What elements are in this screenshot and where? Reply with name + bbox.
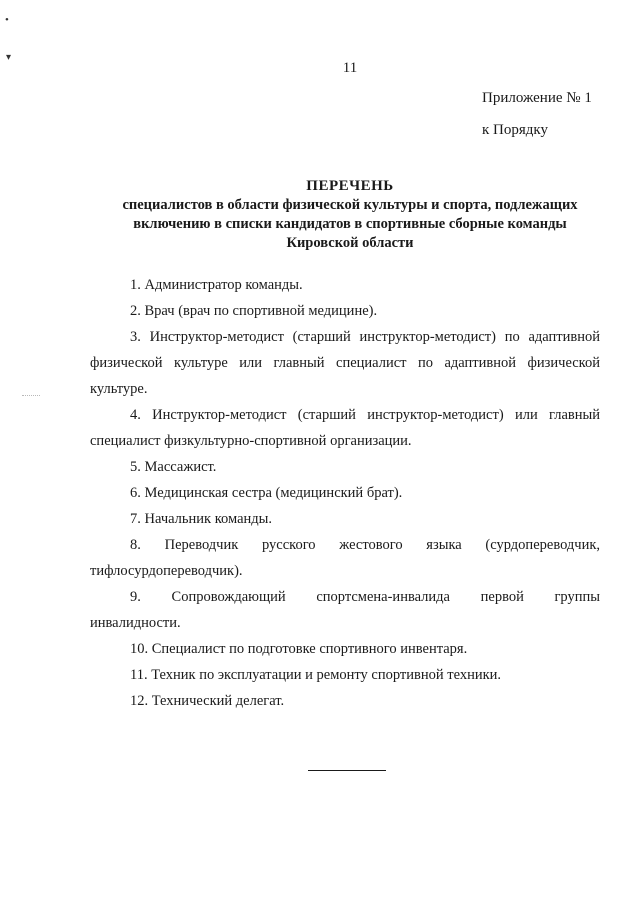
- list-item: 7. Начальник команды.: [130, 511, 273, 527]
- title-subtitle-line: включению в списки кандидатов в спортивные сборные команды: [133, 216, 567, 232]
- closing-divider: [308, 770, 386, 771]
- appendix-reference: к Порядку: [482, 122, 548, 138]
- list-item: 5. Массажист.: [130, 459, 217, 475]
- list-item: 11. Техник по эксплуатации и ремонту спортивной техники.: [130, 667, 502, 683]
- list-item: 9. Сопровождающий спортсмена-инвалида первой группы: [130, 589, 600, 605]
- list-item: 3. Инструктор-методист (старший инструктор-методист) по адаптивной: [130, 329, 600, 345]
- list-item: 4. Инструктор-методист (старший инструктор-методист) или главный: [130, 407, 600, 423]
- list-item-continuation: физической культуре или главный специалист по адаптивной физической: [90, 355, 600, 371]
- list-item: 2. Врач (врач по спортивной медицине).: [130, 303, 378, 319]
- scan-mark: •: [5, 14, 9, 26]
- list-item-continuation: культуре.: [90, 381, 148, 397]
- title-subtitle-line: специалистов в области физической культуры и спорта, подлежащих: [122, 197, 578, 213]
- specialist-list: [90, 272, 600, 714]
- list-item: 10. Специалист по подготовке спортивного инвентаря.: [130, 641, 468, 657]
- document-title: [90, 177, 610, 253]
- list-item: 12. Технический делегат.: [130, 693, 285, 709]
- appendix-label: Приложение № 1: [482, 90, 592, 106]
- scan-artifact: [22, 395, 40, 396]
- title-subtitle-line: Кировской области: [286, 235, 414, 251]
- title-heading: ПЕРЕЧЕНЬ: [306, 178, 394, 194]
- list-item: 8. Переводчик русского жестового языка (сурдопереводчик,: [130, 537, 600, 553]
- list-item: 1. Администратор команды.: [130, 277, 303, 293]
- list-item: 6. Медицинская сестра (медицинский брат).: [130, 485, 403, 501]
- scan-mark: ▾: [6, 52, 12, 63]
- list-item-continuation: специалист физкультурно-спортивной организации.: [90, 433, 412, 449]
- list-item-continuation: тифлосурдопереводчик).: [90, 563, 243, 579]
- page-number: 11: [342, 60, 358, 76]
- list-item-continuation: инвалидности.: [90, 615, 181, 631]
